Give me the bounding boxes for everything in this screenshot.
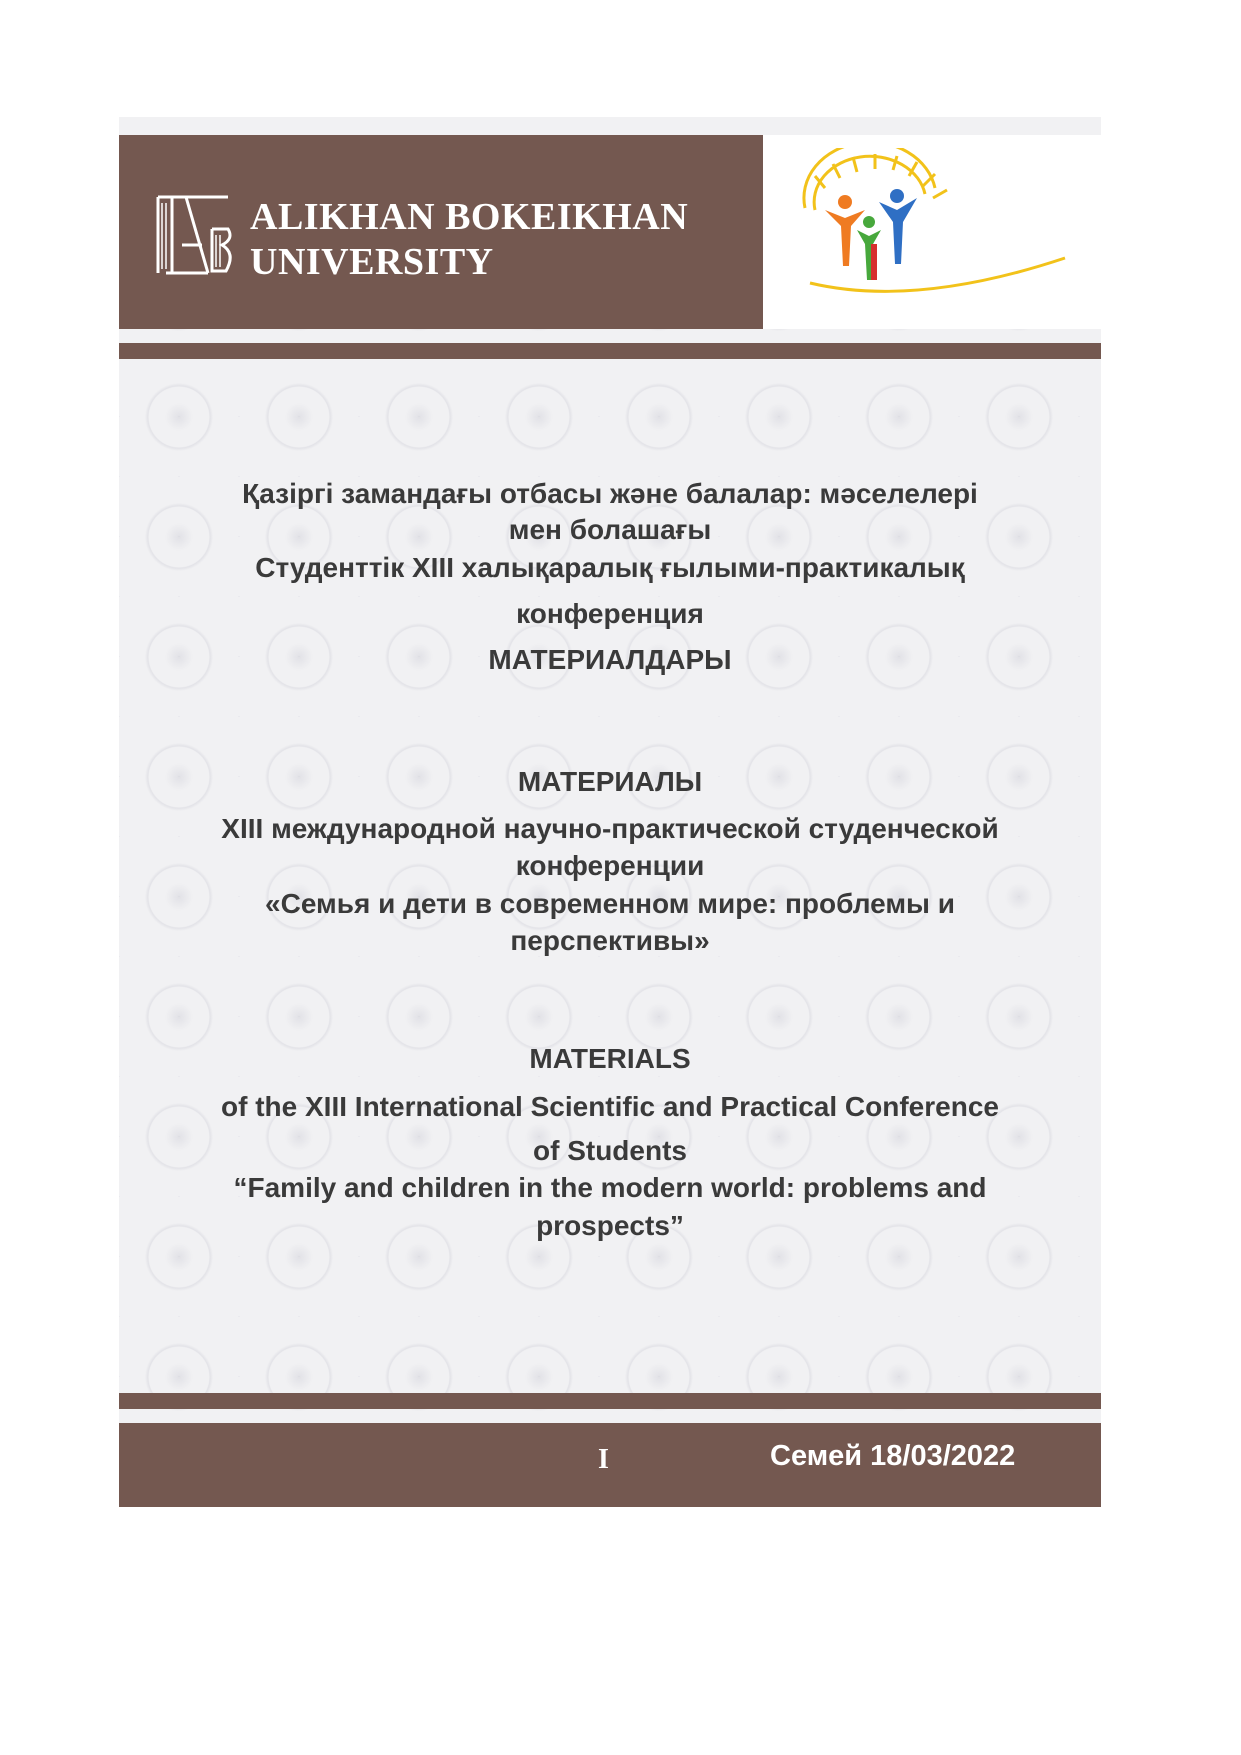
russian-title-line2: перспективы» xyxy=(510,925,710,956)
volume-number: I xyxy=(598,1444,609,1475)
kazakh-materials-heading: МАТЕРИАЛДАРЫ xyxy=(488,644,732,675)
russian-title-line1: «Семья и дети в современном мире: проблемы и xyxy=(265,888,955,919)
bottom-stripe xyxy=(119,1393,1101,1409)
city-date: Семей 18/03/2022 xyxy=(770,1440,1016,1472)
english-title-line1: “Family and children in the modern world: problems and xyxy=(233,1172,987,1203)
university-name-line2: UNIVERSITY xyxy=(250,241,494,283)
english-subtitle-line1: of the XIII International Scientific and Practical Conference xyxy=(221,1091,999,1122)
kazakh-title-line1: Қазіргі замандағы отбасы және балалар: мәселелері xyxy=(242,478,978,509)
kazakh-title-line2: мен болашағы xyxy=(508,514,712,545)
russian-subtitle-line1: XIII международной научно-практической студенческой xyxy=(221,813,999,844)
university-name-line1: ALIKHAN BOKEIKHAN xyxy=(250,196,689,238)
russian-materials-heading: МАТЕРИАЛЫ xyxy=(517,766,703,797)
university-logo-icon xyxy=(152,193,234,277)
kazakh-subtitle-line1: Студенттік XIII халықаралық ғылыми-практикалық xyxy=(255,552,965,583)
top-stripe xyxy=(119,343,1101,359)
russian-subtitle-line2: конференции xyxy=(515,850,705,881)
english-title-line2: prospects” xyxy=(536,1210,684,1241)
english-subtitle-line2: of Students xyxy=(533,1135,687,1166)
english-materials-heading: MATERIALS xyxy=(529,1043,691,1074)
conference-family-logo-icon xyxy=(785,148,1085,308)
kazakh-subtitle-line2: конференция xyxy=(516,598,704,629)
